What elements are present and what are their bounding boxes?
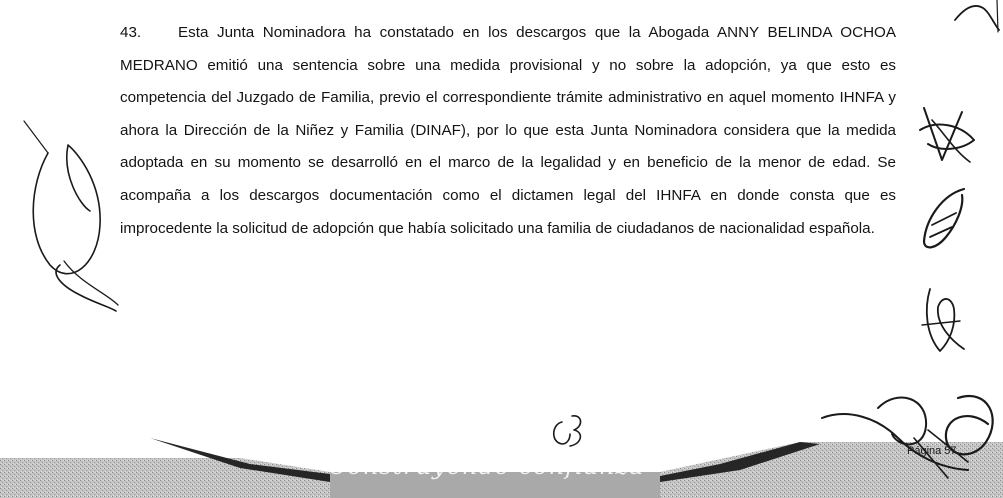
top-right-signature-icon: [953, 0, 1003, 36]
right-initials-2-icon: [912, 185, 978, 257]
page-number: Página 57: [907, 445, 957, 457]
right-initials-1-icon: [912, 100, 982, 168]
paragraph-text: Esta Junta Nominadora ha constatado en los descargos que la Abogada ANNY BELINDA OCHOA MEDRANO emitió una sentencia sobre una medida provisional y no sobre la adopción, ya que esto es competencia del Juzgado de Familia, previo el correspondiente trámite administrativo en aquel momento IHNFA y ahora la Dirección de la Niñez y Familia (DINAF), por lo que esta Junta Nominadora considera que la medida adoptada en su momento se desarrolló en el marco de la legalidad y en beneficio de la menor de edad. Se acompaña a los descargos documentación como el dictamen legal del IHNFA en donde consta que es improcedente la solicitud de adopción que había solicitado una familia de ciudadanos de nacionalidad española.: [120, 24, 896, 237]
paragraph-number: 43.: [120, 24, 142, 41]
left-margin-signature-icon: [20, 115, 120, 315]
right-initials-3-icon: [916, 285, 972, 357]
bottom-initials-icon: [548, 412, 588, 452]
bottom-right-signature-icon: [818, 378, 1003, 498]
paragraph-43: [120, 17, 896, 245]
footer-motto: Construyendo confianza: [328, 452, 645, 480]
